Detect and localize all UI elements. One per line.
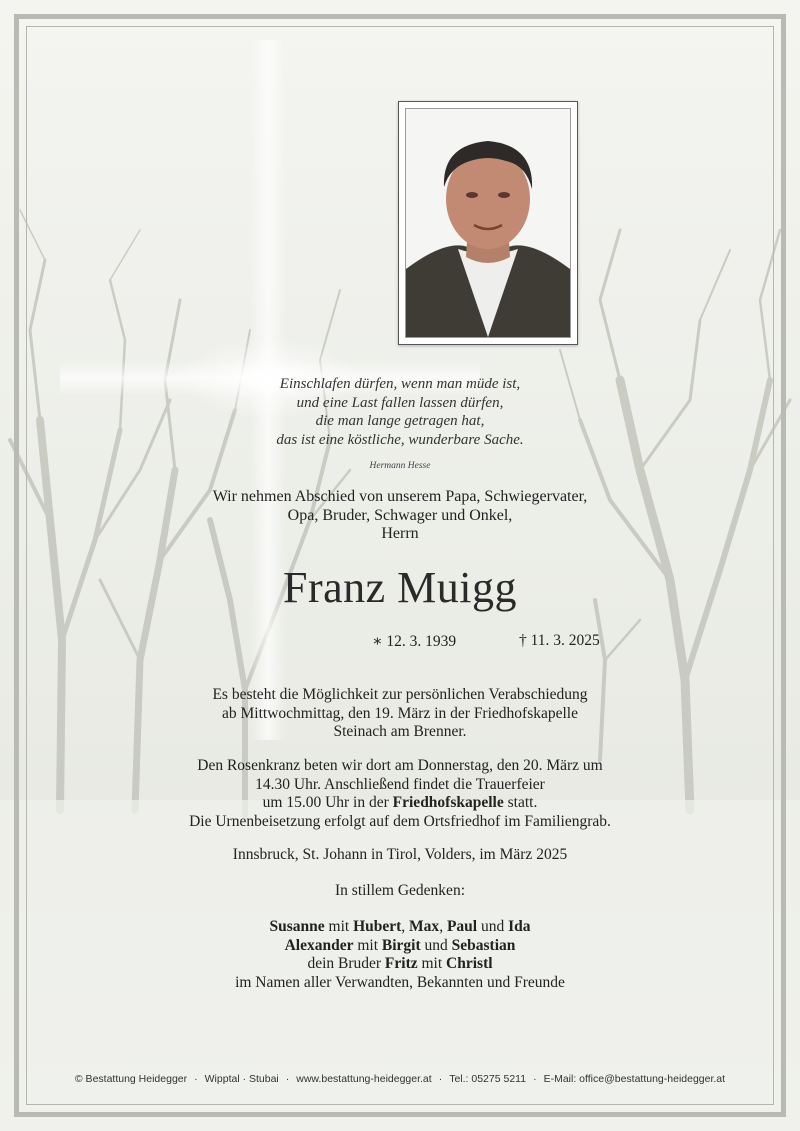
mourner-name: Christl	[446, 955, 493, 972]
service-line: Die Urnenbeisetzung erfolgt auf dem Ortsfriedhof im Familiengrab.	[189, 812, 611, 830]
intro-line: Wir nehmen Abschied von unserem Papa, Schwiegervater,	[212, 488, 588, 505]
mourner-name: Alexander	[284, 936, 354, 954]
footer-email-link[interactable]: E-Mail: office@bestattung-heidegger.at	[543, 1073, 726, 1085]
birth-date: ∗ 12. 3. 1939	[372, 633, 457, 650]
footer-region: Wipptal · Stubai	[204, 1073, 279, 1085]
chapel-name: Friedhofskapelle	[392, 794, 504, 811]
mourner-conj: mit	[324, 918, 354, 935]
mourner-conj: mit	[353, 936, 382, 954]
mourner-conj: mit	[417, 955, 447, 972]
quote-line: das ist eine köstliche, wunderbare Sache.	[276, 431, 524, 448]
mourner-conj: dein Bruder	[307, 955, 385, 972]
service-line: 14.30 Uhr. Anschließend findet die Trauerfeier	[255, 775, 545, 793]
farewell-paragraph	[88, 686, 712, 742]
portrait-photo	[398, 101, 578, 345]
deceased-name: Franz Muigg	[282, 563, 518, 612]
farewell-line: Es besteht die Möglichkeit zur persönlichen Verabschiedung	[212, 686, 588, 703]
mourner-conj: ,	[439, 918, 447, 935]
footer-separator: ·	[285, 1073, 290, 1085]
memory-line: In stillem Gedenken:	[335, 882, 465, 899]
quote-line: und eine Last fallen lassen dürfen,	[296, 394, 504, 411]
mourners-line	[88, 918, 712, 937]
footer-company: © Bestattung Heidegger	[74, 1073, 188, 1085]
footer-website-link[interactable]: www.bestattung-heidegger.at	[296, 1073, 432, 1085]
mourner-name: Susanne	[269, 918, 325, 935]
mourner-name: Hubert	[353, 918, 402, 935]
mourner-conj: und	[420, 936, 452, 954]
service-text: statt.	[503, 794, 538, 811]
farewell-line: ab Mittwochmittag, den 19. März in der Friedhofskapelle	[222, 704, 578, 722]
mourner-name: Birgit	[381, 936, 421, 954]
mourners-line	[88, 955, 712, 974]
mourner-conj: und	[477, 918, 509, 935]
mourner-name: Sebastian	[451, 936, 516, 954]
service-paragraph	[88, 757, 712, 831]
place-date: Innsbruck, St. Johann in Tirol, Volders, im März 2025	[232, 846, 568, 863]
mourners-list	[88, 918, 712, 992]
mourner-name: Max	[409, 918, 440, 935]
mourner-name: Ida	[508, 918, 531, 935]
death-date: † 11. 3. 2025	[519, 632, 600, 649]
mourners-line	[88, 937, 712, 956]
mourner-name: Paul	[446, 918, 478, 935]
mourners-line: im Namen aller Verwandten, Bekannten und Freunde	[235, 973, 565, 991]
service-text: um 15.00 Uhr in der	[262, 794, 393, 811]
footer-separator: ·	[194, 1073, 198, 1085]
footer-separator: ·	[533, 1073, 537, 1085]
mourner-name: Fritz	[384, 955, 418, 972]
intro-line: Herrn	[381, 525, 419, 542]
footer-separator: ·	[438, 1073, 443, 1085]
quote-line: die man lange getragen hat,	[315, 413, 485, 429]
quote-line: Einschlafen dürfen, wenn man müde ist,	[279, 376, 521, 392]
service-line	[88, 794, 712, 813]
intro-text	[88, 488, 712, 544]
quote-author: Hermann Hesse	[369, 461, 431, 471]
intro-line: Opa, Bruder, Schwager und Onkel,	[287, 506, 513, 524]
footer	[0, 1073, 800, 1085]
mourner-conj: ,	[401, 918, 410, 935]
poem-quote	[88, 375, 712, 449]
farewell-line: Steinach am Brenner.	[333, 723, 467, 740]
service-line: Den Rosenkranz beten wir dort am Donnerstag, den 20. März um	[197, 757, 603, 774]
portrait-image	[405, 108, 571, 338]
footer-phone: Tel.: 05275 5211	[449, 1073, 527, 1085]
